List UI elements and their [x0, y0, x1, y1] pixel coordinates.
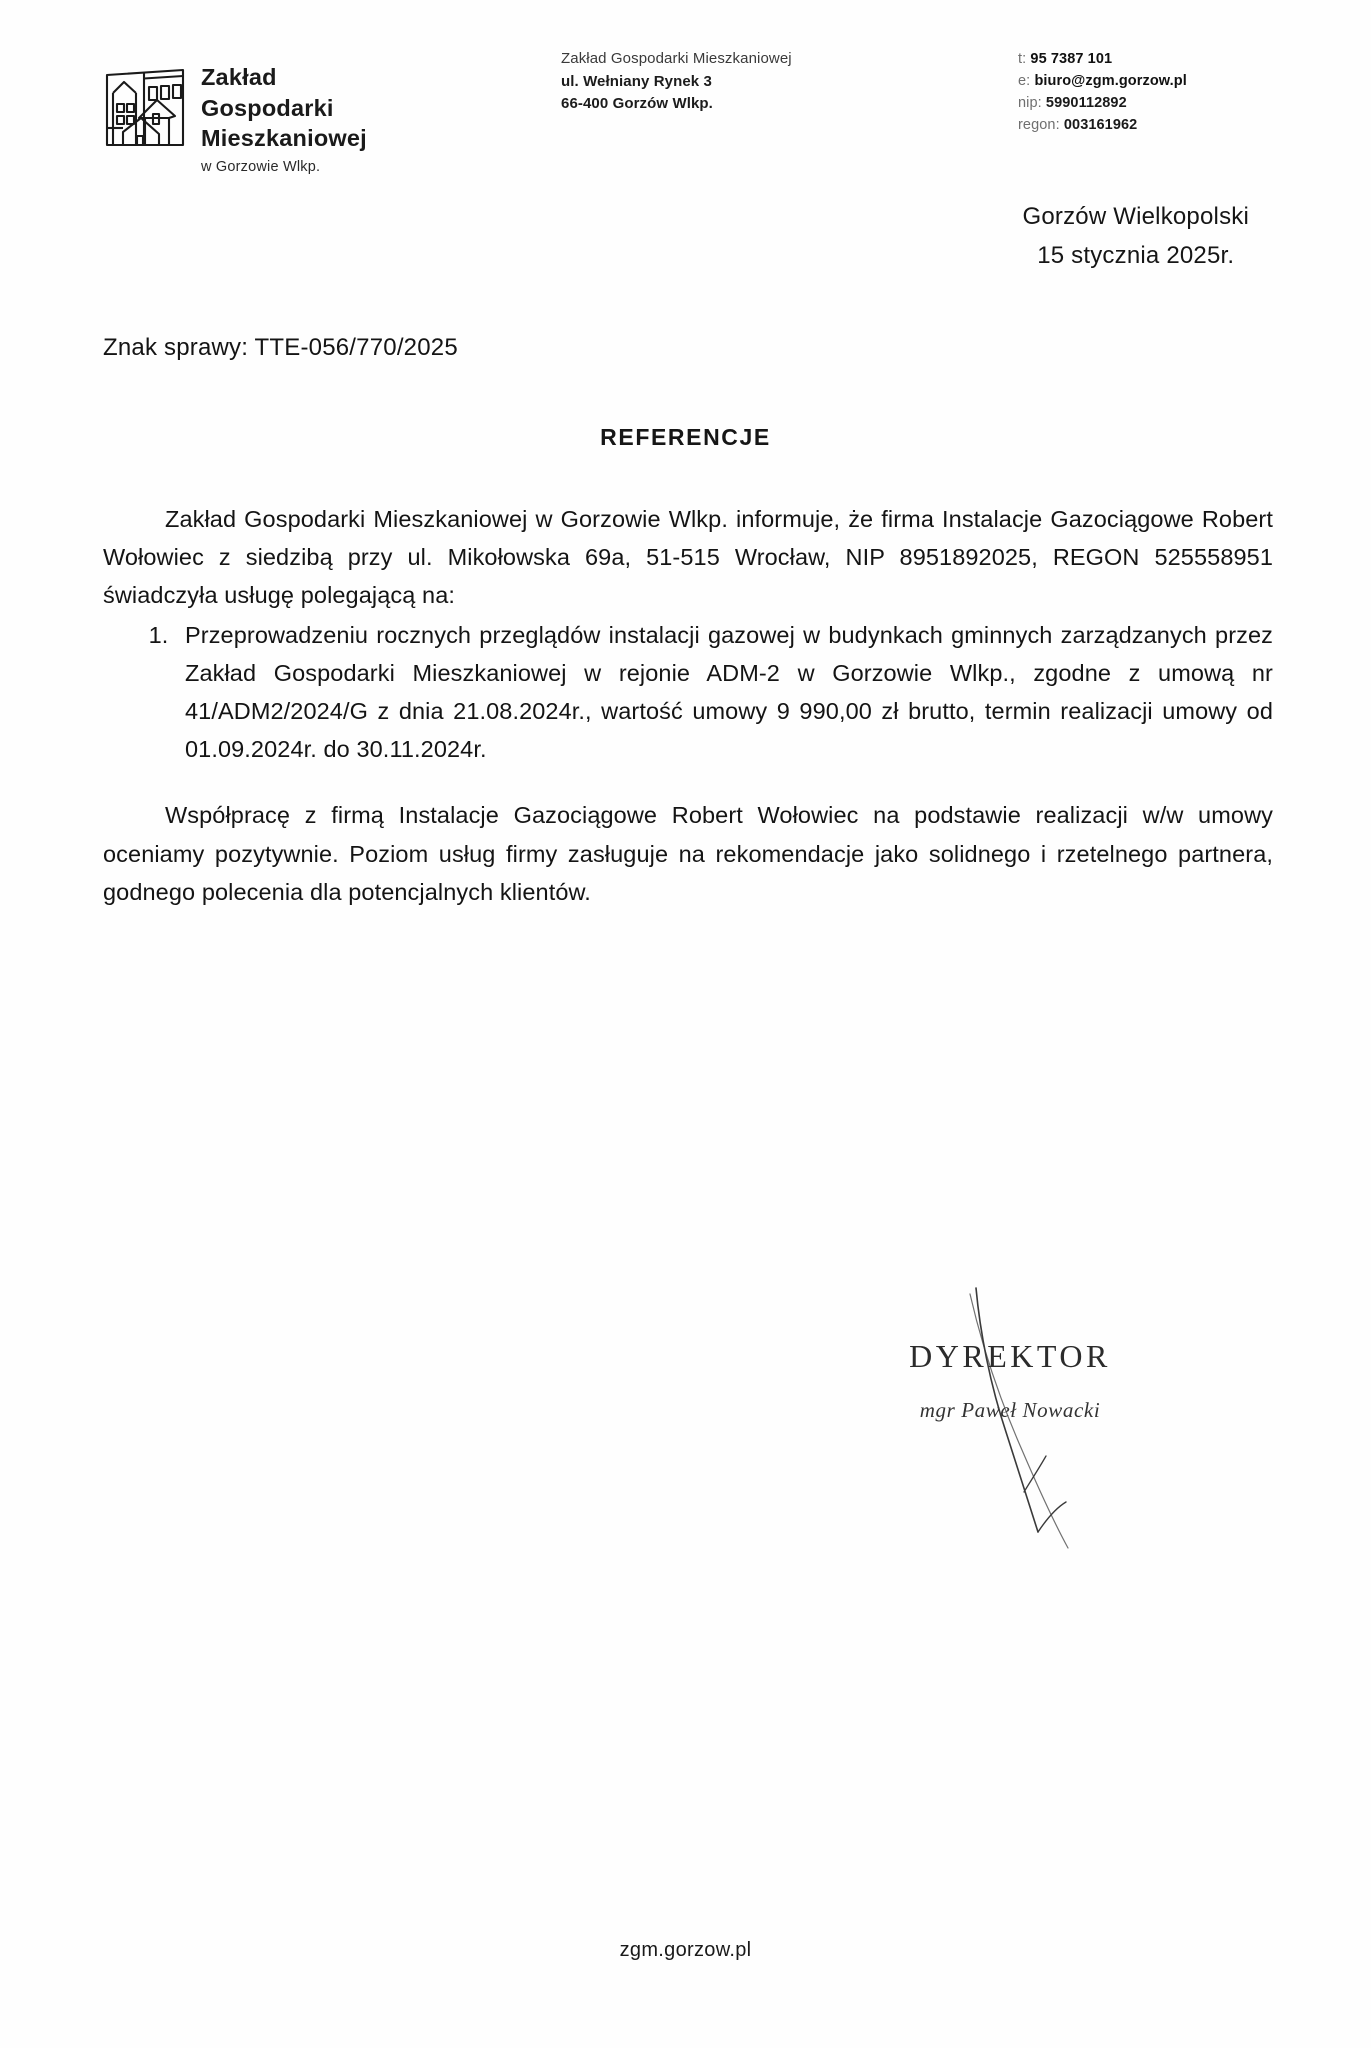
contact-email-value[interactable]: biuro@zgm.gorzow.pl	[1034, 73, 1187, 90]
date-text: 15 stycznia 2025r.	[1037, 241, 1235, 269]
organization-address	[561, 48, 792, 116]
page-title: REFERENCJE	[600, 424, 771, 450]
contact-regon-label: regon:	[1018, 117, 1060, 134]
address-line-city: 66-400 Gorzów Wlkp.	[561, 95, 713, 112]
contact-nip	[1018, 92, 1187, 114]
organization-contact	[1018, 48, 1187, 136]
case-reference-number: Znak sprawy: TTE-056/770/2025	[103, 334, 458, 361]
contact-email-label: e:	[1018, 73, 1031, 90]
list-item: 1. Przeprowadzeniu rocznych przeglądów instalacji gazowej w budynkach gminnych zarządzanych przez Zakład Gospodarki Mieszkaniowej w rejonie ADM-2 w Gorzowie Wlkp., zgodne z umową nr 41/ADM2/2024/G z dnia 21.08.2024r., wartość umowy 9 990,00 zł brutto, termin realizacji umowy od 01.09.2024r. do 30.11.2024r.	[175, 616, 1273, 768]
address-line-company: Zakład Gospodarki Mieszkaniowej	[561, 50, 792, 67]
logo-name-line-2: Gospodarki	[201, 94, 334, 121]
contact-regon	[1018, 114, 1187, 136]
document-body	[103, 500, 1273, 911]
signature-name: mgr Paweł Nowacki	[919, 1398, 1101, 1422]
signature-role: DYREKTOR	[909, 1338, 1111, 1374]
contact-phone-value: 95 7387 101	[1030, 51, 1113, 67]
body-paragraph-1: Zakład Gospodarki Mieszkaniowej w Gorzowie Wlkp. informuje, że firma Instalacje Gazociągowe Robert Wołowiec z siedzibą przy ul. Mikołowska 69a, 51-515 Wrocław, NIP 8951892025, REGON 525558951 świadczyła usługę polegającą na:	[103, 506, 1273, 609]
contact-email	[1018, 70, 1187, 92]
handwritten-signature-icon	[860, 1280, 1220, 1580]
place-text: Gorzów Wielkopolski	[1022, 203, 1249, 230]
houses-logo-icon	[103, 56, 187, 148]
contact-phone-label: t:	[1018, 51, 1027, 67]
footer-website[interactable]: zgm.gorzow.pl	[619, 1939, 752, 1961]
services-list	[103, 616, 1273, 768]
logo-name-line-3: Mieszkaniowej	[201, 125, 367, 152]
contact-nip-value: 5990112892	[1045, 95, 1127, 112]
contact-phone	[1018, 48, 1187, 70]
address-line-street: ul. Wełniany Rynek 3	[561, 72, 712, 90]
logo-name-line-1: Zakład	[201, 64, 277, 90]
signature-block	[860, 1290, 1220, 1590]
contact-regon-value: 003161962	[1063, 117, 1138, 134]
body-paragraph-2: Współpracę z firmą Instalacje Gazociągowe Robert Wołowiec na podstawie realizacji w/w umowy oceniamy pozytywnie. Poziom usług firmy zasługuje na rekomendacje jako solidnego i rzetelnego partnera, godnego polecenia dla potencjalnych klientów.	[103, 802, 1273, 905]
contact-nip-label: nip:	[1018, 95, 1042, 112]
place-and-date	[1022, 198, 1249, 276]
letterhead	[0, 48, 1371, 178]
organization-logo	[103, 56, 367, 175]
logo-wordmark	[201, 56, 367, 175]
logo-subtitle: w Gorzowie Wlkp.	[201, 158, 321, 175]
